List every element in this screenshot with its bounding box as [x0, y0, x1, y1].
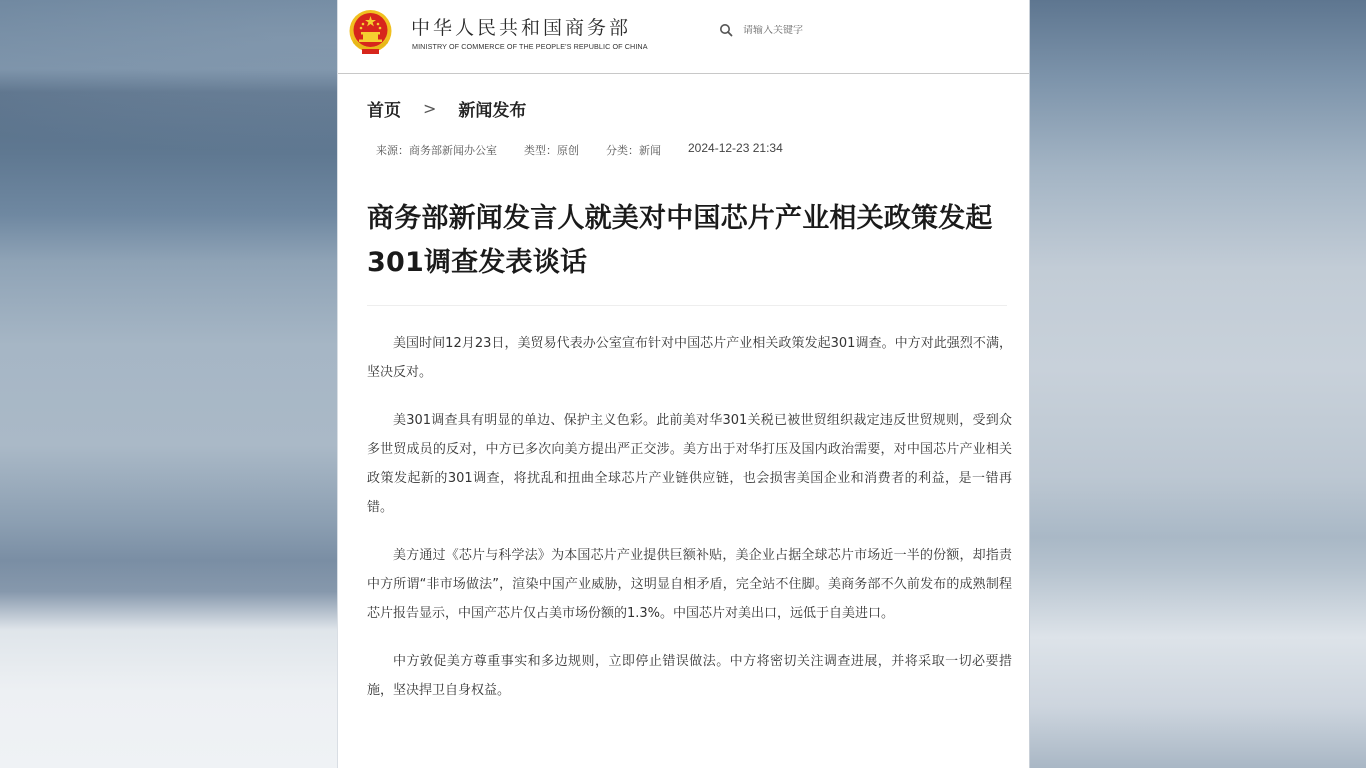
- article-body: [367, 329, 1012, 724]
- article-meta: [376, 142, 810, 158]
- background-left: [0, 0, 337, 768]
- site-header: [338, 0, 1029, 74]
- national-emblem-icon[interactable]: [348, 9, 393, 56]
- article-paragraph: 中方敦促美方尊重事实和多边规则，立即停止错误做法。中方将密切关注调查进展，并将采取一切必要措施，坚决捍卫自身权益。: [367, 654, 1012, 698]
- site-title-en: MINISTRY OF COMMERCE OF THE PEOPLE'S REPUBLIC OF CHINA: [412, 42, 648, 51]
- search-icon[interactable]: [719, 23, 733, 37]
- title-divider: [367, 305, 1007, 306]
- chevron-right-icon: >: [423, 99, 437, 118]
- breadcrumb-news-release[interactable]: 新闻发布: [458, 101, 527, 121]
- background-right: [1030, 0, 1366, 768]
- meta-datetime: 2024-12-23 21:34: [688, 141, 783, 155]
- article-paragraph: 美301调查具有明显的单边、保护主义色彩。此前美对华301关税已被世贸组织裁定违反世贸规则，受到众多世贸成员的反对，中方已多次向美方提出严正交涉。美方出于对华打压及国内政治需要，对中国芯片产业相关政策发起新的301调查，将扰乱和扭曲全球芯片产业链供应链，也会损害美国企业和消费者的利益，是一错再错。: [367, 413, 1012, 515]
- breadcrumb-home[interactable]: 首页: [367, 101, 401, 121]
- meta-category: 分类：新闻: [606, 144, 661, 157]
- article-title: 商务部新闻发言人就美对中国芯片产业相关政策发起301调查发表谈话: [367, 203, 993, 278]
- article-page: [337, 0, 1030, 768]
- meta-type: 类型：原创: [524, 144, 579, 157]
- meta-source: 来源：商务部新闻办公室: [376, 144, 497, 157]
- search-box[interactable]: [708, 13, 1028, 47]
- article-paragraph: 美方通过《芯片与科学法》为本国芯片产业提供巨额补贴，美企业占据全球芯片市场近一半的份额，却指责中方所谓“非市场做法”，渲染中国产业威胁，这明显自相矛盾，完全站不住脚。美商务部不久前发布的成熟制程芯片报告显示，中国产芯片仅占美市场份额的1.3%。中国芯片对美出口，远低于自美进口。: [367, 548, 1012, 621]
- search-input[interactable]: [743, 25, 1003, 36]
- breadcrumb: [367, 96, 526, 121]
- site-title-cn[interactable]: 中华人民共和国商务部: [411, 17, 632, 39]
- article-paragraph: 美国时间12月23日，美贸易代表办公室宣布针对中国芯片产业相关政策发起301调查。中方对此强烈不满，坚决反对。: [367, 336, 1012, 380]
